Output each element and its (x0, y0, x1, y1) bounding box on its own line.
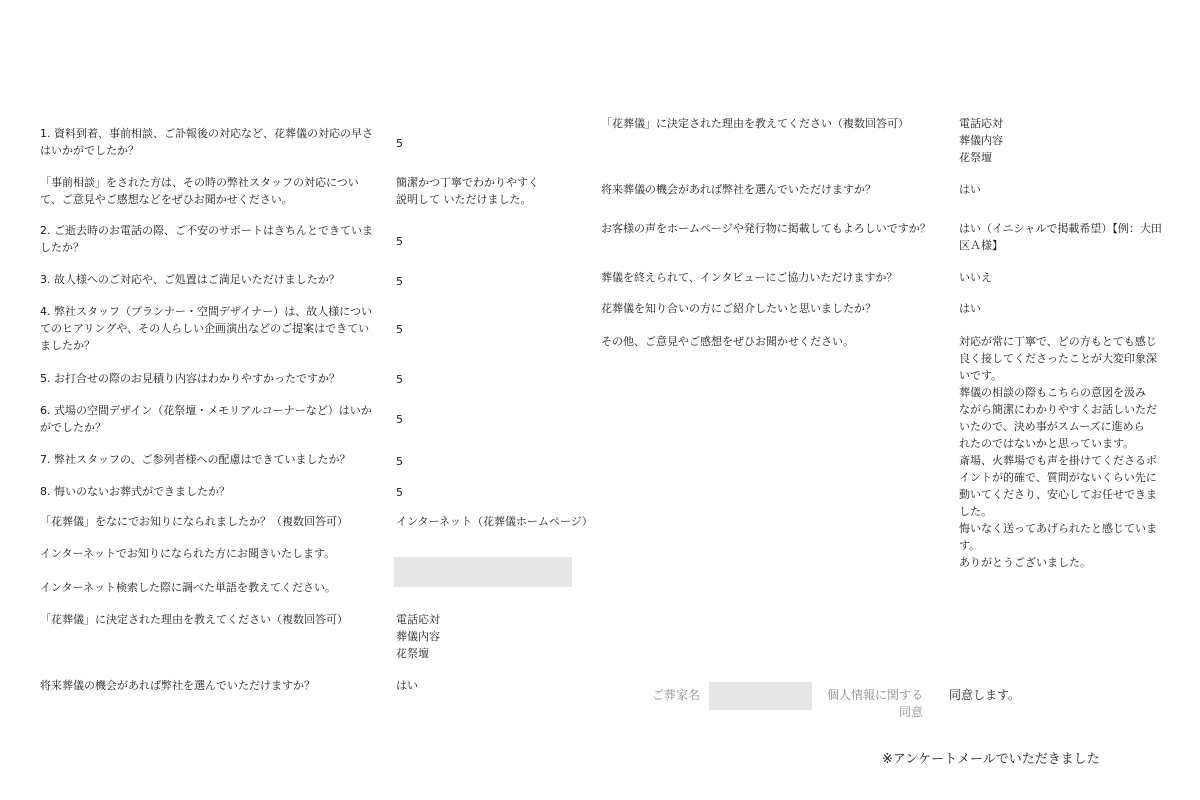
answer: 5 (396, 137, 403, 150)
family-name-label: ご葬家名 (652, 688, 701, 702)
question: 「花葬儀」に決定された理由を教えてください（複数回答可） (601, 117, 909, 130)
survey-row (40, 271, 600, 291)
question: 2. ご逝去時のお電話の際、ご不安のサポートはきちんとできていましたか？ (40, 224, 373, 254)
privacy-consent-value: 同意します。 (949, 688, 1021, 702)
question: 7. 弊社スタッフの、ご参列者様への配慮はできていましたか？ (40, 453, 351, 466)
survey-row (40, 513, 600, 533)
answer: 5 (396, 275, 403, 288)
answer: 電話応対 葬儀内容 花祭壇 (396, 613, 440, 660)
survey-row (40, 402, 600, 442)
answer: 5 (396, 323, 403, 336)
question: 6. 式場の空間デザイン（花祭壇・メモリアルコーナーなど）はいかがでしたか？ (40, 404, 372, 434)
survey-row (40, 611, 600, 665)
survey-row (601, 220, 1181, 260)
answer: 5 (396, 235, 403, 248)
survey-row (40, 677, 600, 697)
answer: はい (959, 302, 981, 315)
answer: はい（イニシャルで掲載希望）【例：大田 区Ａ様】 (959, 222, 1162, 252)
survey-row (40, 303, 600, 357)
question: 「花葬儀」をなにでお知りになられましたか？（複数回答可） (40, 515, 348, 528)
question: その他、ご意見やご感想をぜひお聞かせください。 (601, 335, 854, 348)
survey-row (40, 125, 600, 165)
survey-row (40, 174, 600, 214)
survey-row (601, 300, 1181, 320)
answer: 5 (396, 455, 403, 468)
survey-row (601, 333, 1181, 583)
answer: いいえ (959, 271, 992, 284)
privacy-consent-label: 個人情報に関する 同意 (826, 688, 923, 719)
survey-row (601, 269, 1181, 289)
question: 5. お打合せの際のお見積り内容はわかりやすかったですか？ (40, 372, 340, 385)
question: インターネット検索した際に調べた単語を教えてください。 (40, 581, 337, 594)
survey-row (40, 451, 600, 471)
answer: はい (959, 183, 981, 196)
question: 「花葬儀」に決定された理由を教えてください（複数回答可） (40, 613, 348, 626)
question: 3. 故人様へのご対応や、ご処置はご満足いただけましたか？ (40, 273, 340, 286)
survey-row (40, 579, 600, 599)
survey-row (601, 115, 1181, 169)
question: 将来葬儀の機会があれば弊社を選んでいただけますか？ (601, 183, 876, 196)
question: 8. 悔いのないお葬式ができましたか？ (40, 485, 230, 498)
answer: 簡潔かつ丁寧でわかりやすく 説明して いただけました。 (396, 176, 539, 206)
answer: 対応が常に丁寧で、どの方もとても感じ 良く接してくださったことが大変印象深 いです。 葬儀の相談の際もこちらの意図を汲み ながら簡潔にわかりやすくお話しいただ いたので、決め事がスムーズに進めら れたのではないかと思っています。 斎場、火葬場でも声を掛けてくださるポ イントが的確で、質問がないくらい先に 動いてくださり、安心してお任せできま した。 悔いなく送ってあげられたと感じていま す。 ありがとうございました。 (959, 335, 1157, 569)
survey-row (40, 222, 600, 262)
redacted-family-name (709, 682, 812, 710)
survey-row (40, 370, 600, 390)
question: 将来葬儀の機会があれば弊社を選んでいただけますか？ (40, 679, 315, 692)
question: 葬儀を終えられて、インタビューにご協力いただけますか？ (601, 271, 898, 284)
question: 1. 資料到着、事前相談、ご訃報後の対応など、花葬儀の対応の早さはいかがでしたか？ (40, 127, 373, 157)
survey-row (40, 483, 600, 503)
answer: 5 (396, 373, 403, 386)
answer: 5 (396, 486, 403, 499)
question: インターネットでお知りになられた方にお聞きいたします。 (40, 547, 336, 560)
answer: はい (396, 679, 418, 692)
survey-row (601, 181, 1181, 201)
question: 「事前相談」をされた方は、その時の弊社スタッフの対応について、ご意見やご感想などをぜひお聞かせください。 (40, 176, 359, 206)
question: 花葬儀を知り合いの方にご紹介したいと思いましたか？ (601, 302, 876, 315)
question: 4. 弊社スタッフ（プランナー・空間デザイナー）は、故人様についてのヒアリングや、その人らしい企画演出などのご提案はできていましたか？ (40, 305, 372, 352)
question: お客様の声をホームページや発行物に掲載してもよろしいですか？ (601, 222, 931, 235)
answer: 電話応対 葬儀内容 花祭壇 (959, 117, 1003, 164)
answer: 5 (396, 413, 403, 426)
source-note: ※アンケートメールでいただきました (882, 752, 1100, 767)
answer: インターネット（花葬儀ホームページ） (396, 515, 593, 528)
